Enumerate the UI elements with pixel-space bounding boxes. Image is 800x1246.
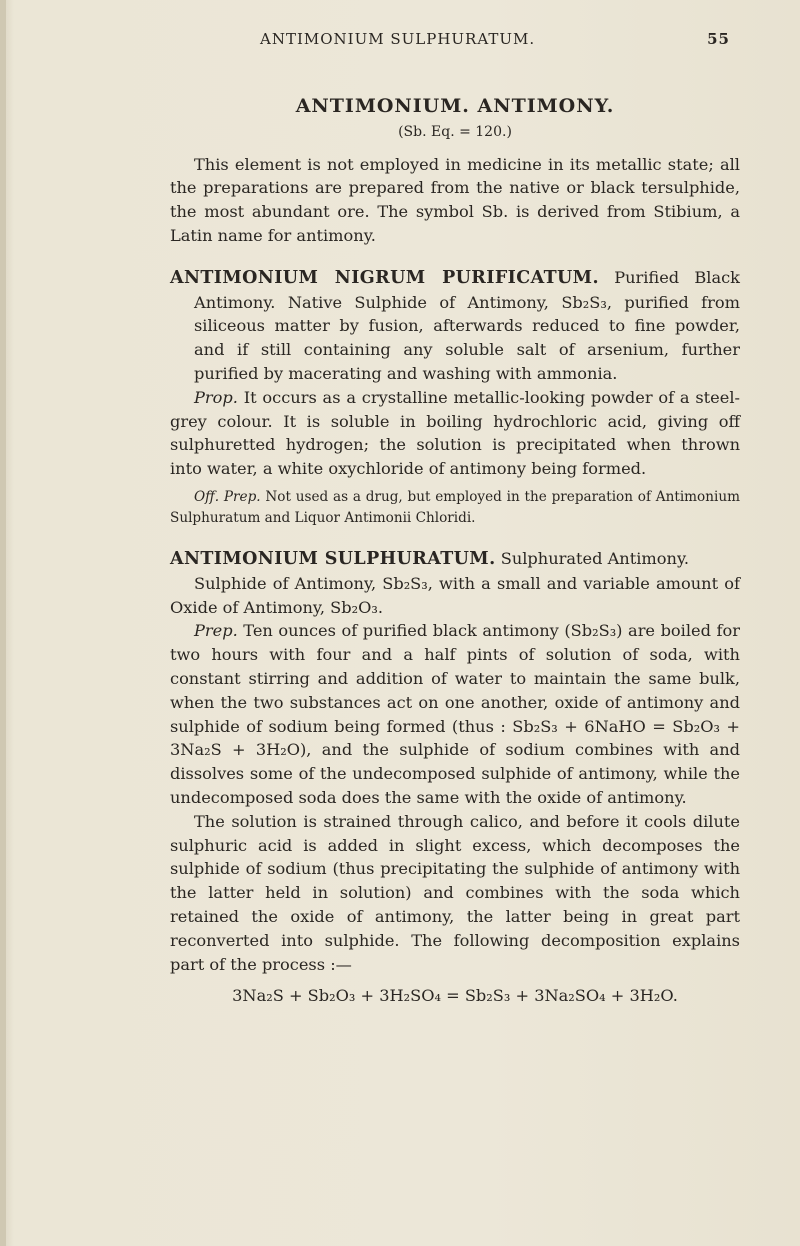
sulphuratum-text: Sulphide of Antimony, Sb₂S₃, with a small and variable amount of Oxide of Antimony, Sb₂O₃. (170, 573, 740, 617)
sulphuratum-title: ANTIMONIUM SULPHURATUM. (170, 548, 496, 569)
section-heading: ANTIMONIUM. ANTIMONY. (295, 95, 615, 117)
page-gutter (0, 0, 6, 1246)
prep-label: Prep. (194, 621, 238, 641)
running-head-title: ANTIMONIUM SULPHURATUM. (260, 30, 536, 48)
nigrum-off-prep-text: Not used as a drug, but employed in the preparation of Antimonium Sulphuratum and Liquor Antimonii Chloridi. (170, 488, 740, 526)
sulphuratum-solution: The solution is strained through calico, and before it cools dilute sulphuric acid is added in slight excess, which decomposes the sulphide of sodium (thus precipitating the sulphide of antimony with the latter held in solution) and combines with the soda which retained the oxide of antimony, the latter being in great part reconverted into sulphide. The following decomposition explains part of the process :— (170, 811, 740, 974)
nigrum-text: Purified Black Antimony. Native Sulphide of Antimony, Sb₂S₃, purified from siliceous matter by fusion, afterwards reduced to fine powder, and if still containing any soluble salt of arsenium, further purified by macerating and washing with ammonia. (194, 267, 740, 383)
equivalent-note: (Sb. Eq. = 120.) (398, 123, 512, 140)
sulphuratum-prep (170, 619, 740, 809)
decomposition-formula: 3Na₂S + Sb₂O₃ + 3H₂SO₄ = Sb₂S₃ + 3Na₂SO₄ + 3H₂O. (232, 986, 678, 1006)
sulphuratum-heading (170, 547, 740, 572)
page-number: 55 (707, 30, 730, 48)
page-content (170, 95, 740, 1008)
sulphuratum-prep-text: Ten ounces of purified black antimony (Sb₂S₃) are boiled for two hours with four and a half pints of solution of soda, with constant stirring and addition of water to maintain the same bulk, when the two substances act on one another, oxide of antimony and sulphide of sodium being formed (thus : Sb₂S₃ + 6NaHO = Sb₂O₃ + 3Na₂S + 3H₂O), and the sulphide of sodium combines with and dissolves some of the undecomposed sulphide of antimony, while the undecomposed soda does the same with the oxide of antimony. (170, 621, 740, 807)
nigrum-off-prep (170, 487, 740, 529)
intro-paragraph: This element is not employed in medicine in its metallic state; all the preparations are prepared from the native or black tersulphide, the most abundant ore. The symbol Sb. is derived from Stibium, a Latin name for antimony. (170, 154, 740, 245)
nigrum-title: ANTIMONIUM NIGRUM PURIFICATUM. (170, 267, 599, 288)
nigrum-prop (170, 386, 740, 481)
off-prep-label: Off. Prep. (194, 488, 261, 505)
nigrum-prop-text: It occurs as a crystalline metallic-looking powder of a steel-grey colour. It is soluble in boiling hydrochloric acid, giving off sulphuretted hydrogen; the solution is precipitated when thrown into water, a white oxychloride of antimony being formed. (170, 387, 740, 479)
nigrum-entry (170, 266, 740, 386)
prop-label: Prop. (194, 387, 238, 407)
sulphuratum-subtitle: Sulphurated Antimony. (500, 548, 690, 568)
